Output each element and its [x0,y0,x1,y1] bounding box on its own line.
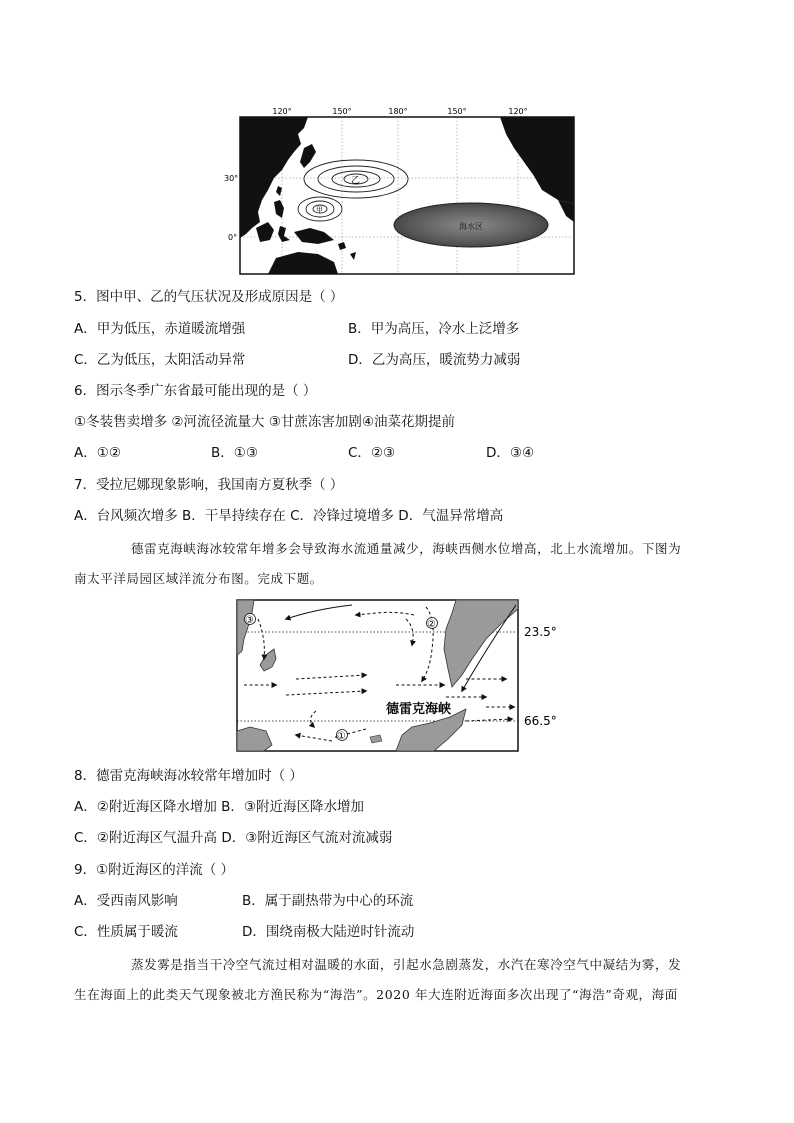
south-pacific-currents-map [236,599,562,753]
lon-label-120e: 120° [272,107,292,116]
lat-label-30: 30° [224,174,239,183]
q5-option-b[interactable]: B．甲为高压，冷水上泛增多 [348,321,520,337]
marker-2: ② [427,619,436,630]
low-pressure-label: 甲 [316,206,323,214]
q9-option-a[interactable]: A．受西南风影响 [74,893,178,909]
q9-option-d[interactable]: D．围绕南极大陆逆时针流动 [242,924,415,940]
lat-label-0: 0° [228,233,238,242]
passage1-line1: 德雷克海峡海冰较常年增多会导致海水流通量减少，海峡西侧水位增高，北上水流增加。下图为 [131,541,682,556]
lon-label-150e: 150° [332,107,352,116]
lon-label-180: 180° [388,107,408,116]
high-pressure-label: 乙 [351,176,361,186]
passage1-line2: 南太平洋局园区域洋流分布图。完成下题。 [74,571,323,586]
passage2-line2: 生在海面上的此类天气现象被北方渔民称为“海浩”。2020 年大连附近海面多次出现了“海浩”奇观，海面 [74,987,678,1002]
passage2-line1: 蒸发雾是指当干冷空气流过相对温暖的水面，引起水急剧蒸发，水汽在寒冷空气中凝结为雾，发 [131,957,682,972]
lon-label-120w: 120° [508,107,528,116]
q9-stem: 9．①附近海区的洋流（ ） [74,862,234,878]
lat-label-23-5: 23.5° [524,625,557,639]
q6-stem: 6．图示冬季广东省最可能出现的是（ ） [74,383,317,399]
q5-option-a[interactable]: A．甲为低压，赤道暖流增强 [74,321,246,337]
q6-option-d[interactable]: D．③④ [486,445,535,461]
q6-option-c[interactable]: C．②③ [348,445,396,461]
q5-option-c[interactable]: C．乙为低压，太阳活动异常 [74,352,246,368]
q5-stem: 5．图中甲、乙的气压状况及形成原因是（ ） [74,289,344,305]
q7-options[interactable]: A．台风频次增多 B．干旱持续存在 C．冷锋过境增多 D．气温异常增高 [74,508,504,524]
q6-option-a[interactable]: A．①② [74,445,121,461]
q8-options-row2[interactable]: C．②附近海区气温升高 D．③附近海区气流对流减弱 [74,830,393,846]
q8-options-row1[interactable]: A．②附近海区降水增加 B．③附近海区降水增加 [74,799,364,815]
drake-passage-label: 德雷克海峡 [386,702,452,717]
q6-items: ①冬装售卖增多 ②河流径流量大 ③甘蔗冻害加剧④油菜花期提前 [74,414,455,430]
marker-3: ③ [245,615,254,626]
q5-option-d[interactable]: D．乙为高压，暖流势力减弱 [348,352,521,368]
lon-label-150w: 150° [447,107,467,116]
sea-region-label: 海水区 [459,222,483,231]
q6-option-b[interactable]: B．①③ [211,445,258,461]
q8-stem: 8．德雷克海峡海冰较常年增加时（ ） [74,768,303,784]
marker-1: ① [337,731,346,742]
q9-option-b[interactable]: B．属于副热带为中心的环流 [242,893,414,909]
q7-stem: 7．受拉尼娜现象影响，我国南方夏秋季（ ） [74,477,344,493]
lat-label-66-5: 66.5° [524,714,557,728]
pacific-pressure-map [224,104,576,276]
q9-option-c[interactable]: C．性质属于暖流 [74,924,178,940]
